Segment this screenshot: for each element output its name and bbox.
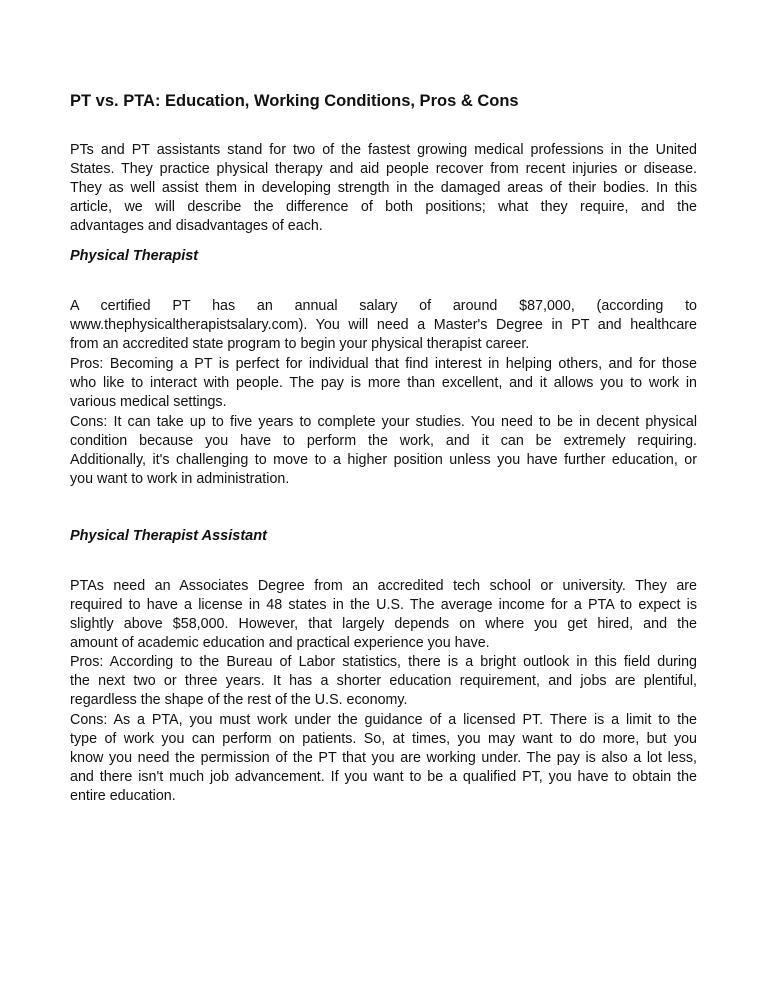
- text-line: you want to work in administration.: [70, 471, 290, 487]
- text-line: States. They practice physical therapy and aid people recover from recent injuries or disease.: [70, 161, 697, 177]
- text-line: the next two or three years. It has a shorter education requirement, and jobs are plentiful,: [70, 673, 697, 689]
- section-heading-physical-therapist: Physical Therapist: [70, 248, 199, 264]
- text-line: regardless the shape of the rest of the U.S. economy.: [70, 692, 408, 708]
- intro-paragraph: [70, 141, 697, 236]
- pta-degree-paragraph: [70, 577, 697, 653]
- text-line: and there isn't much job advancement. If you want to be a qualified PT, you have to obtain the: [70, 769, 697, 785]
- pta-cons-paragraph: [70, 711, 697, 806]
- text-line: condition because you have to perform the work, and it can be extremely requiring.: [70, 433, 697, 449]
- pt-cons-paragraph: [70, 413, 697, 489]
- text-line: Pros: Becoming a PT is perfect for individual that find interest in helping others, and for those: [70, 356, 697, 372]
- text-line: PTAs need an Associates Degree from an accredited tech school or university. They are: [70, 578, 697, 594]
- text-line: advantages and disadvantages of each.: [70, 218, 323, 234]
- text-line: amount of academic education and practical experience you have.: [70, 635, 490, 651]
- text-line: know you need the permission of the PT that you are working under. The pay is also a lot less,: [70, 750, 697, 766]
- text-line: who like to interact with people. The pay is more than excellent, and it allows you to work in: [70, 375, 697, 391]
- text-line: Cons: It can take up to five years to complete your studies. You need to be in decent physical: [70, 414, 697, 430]
- text-line: www.thephysicaltherapistsalary.com). You will need a Master's Degree in PT and healthcare: [70, 317, 697, 333]
- pt-salary-paragraph: [70, 297, 697, 354]
- text-line: Cons: As a PTA, you must work under the guidance of a licensed PT. There is a limit to the: [70, 712, 697, 728]
- text-line: article, we will describe the difference of both positions; what they require, and the: [70, 199, 697, 215]
- text-line: Additionally, it's challenging to move to a higher position unless you have further education, or: [70, 452, 697, 468]
- text-line: They as well assist them in developing strength in the damaged areas of their bodies. In this: [70, 180, 697, 196]
- text-line: various medical settings.: [70, 394, 227, 410]
- document-title: PT vs. PTA: Education, Working Conditions, Pros & Cons: [70, 92, 519, 110]
- text-line: from an accredited state program to begin your physical therapist career.: [70, 336, 530, 352]
- pta-pros-paragraph: [70, 653, 697, 710]
- text-line: Pros: According to the Bureau of Labor statistics, there is a bright outlook in this field during: [70, 654, 697, 670]
- text-line: required to have a license in 48 states in the U.S. The average income for a PTA to expect is: [70, 597, 697, 613]
- text-line: type of work you can perform on patients. So, at times, you may want to do more, but you: [70, 731, 697, 747]
- section-heading-physical-therapist-assistant: Physical Therapist Assistant: [70, 528, 267, 544]
- text-line: entire education.: [70, 788, 176, 804]
- text-line: slightly above $58,000. However, that largely depends on where you get hired, and the: [70, 616, 697, 632]
- pt-pros-paragraph: [70, 355, 697, 412]
- text-line: A certified PT has an annual salary of around $87,000, (according to: [70, 298, 697, 314]
- text-line: PTs and PT assistants stand for two of the fastest growing medical professions in the United: [70, 142, 697, 158]
